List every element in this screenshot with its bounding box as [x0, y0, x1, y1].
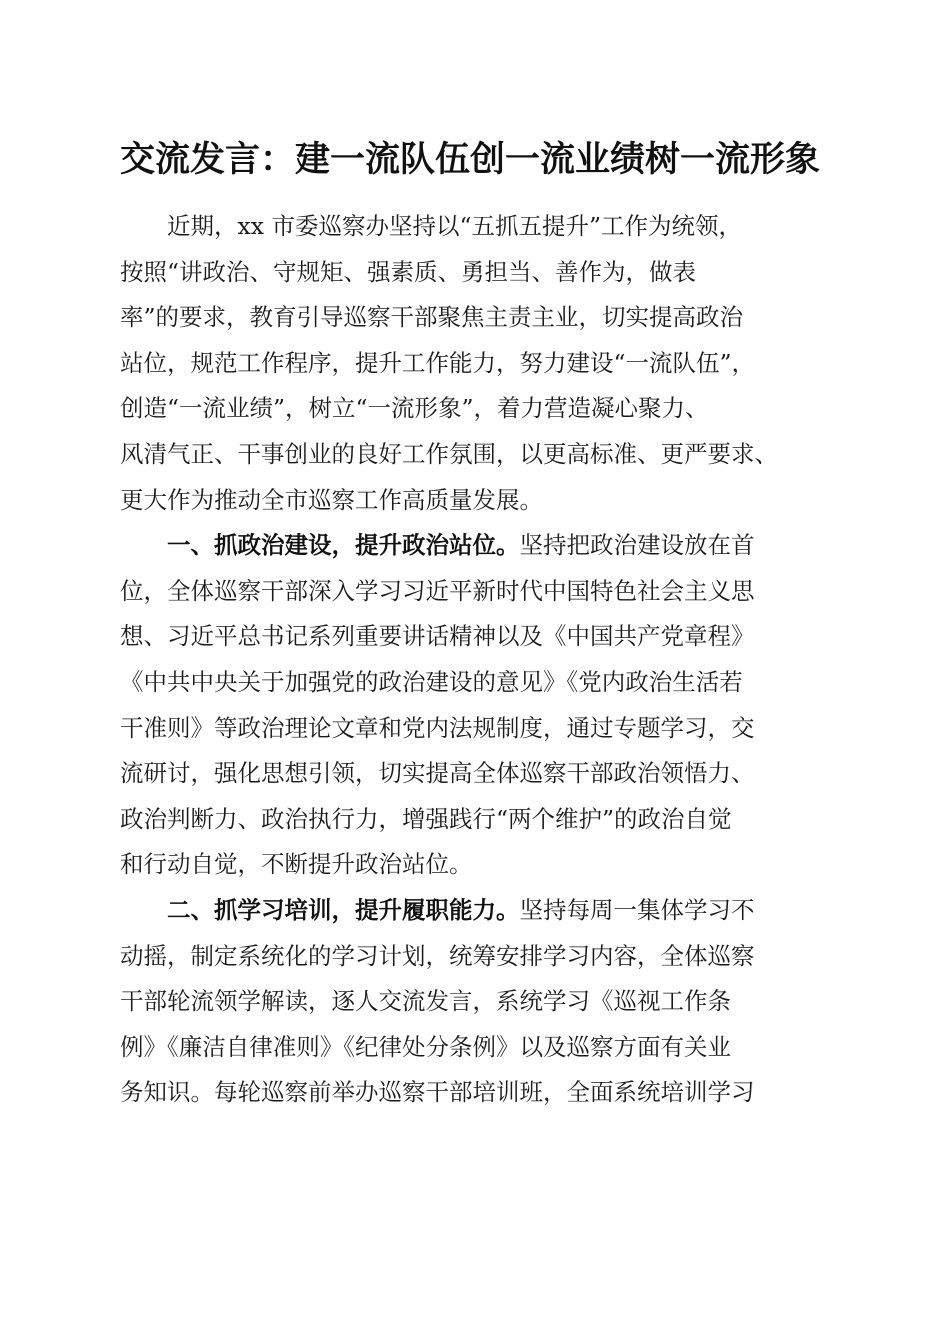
text-line: 更大作为推动全市巡察工作高质量发展。 — [120, 485, 543, 514]
paragraph-political-building — [120, 523, 835, 888]
text-line: 按照“讲政治、守规矩、强素质、勇担当、善作为，做表 — [120, 257, 697, 286]
text-line: 例》《廉洁自律准则》《纪律处分条例》以及巡察方面有关业 — [120, 1032, 731, 1061]
text-line: 站位，规范工作程序，提升工作能力，努力建设“一流队伍”， — [120, 348, 756, 377]
text-line: 率”的要求，教育引导巡察干部聚焦主责主业，切实提高政治 — [120, 303, 744, 332]
paragraph-intro — [120, 204, 835, 523]
document-body — [120, 204, 835, 1116]
text-line: 和行动自觉，不断提升政治站位。 — [120, 850, 473, 879]
paragraph-study-training — [120, 888, 835, 1116]
text-line: 位，全体巡察干部深入学习习近平新时代中国特色社会主义思 — [120, 576, 755, 605]
section-heading: 二、抓学习培训，提升履职能力。 — [167, 895, 520, 924]
text-line: 近期，xx 市委巡察办坚持以“五抓五提升”工作为统领， — [167, 212, 743, 240]
text-line: 干准则》等政治理论文章和党内法规制度，通过专题学习，交 — [120, 713, 755, 742]
text-line: 干部轮流领学解读，逐人交流发言，系统学习《巡视工作条 — [120, 987, 731, 1016]
text-fragment: 坚持每周一集体学习不 — [519, 895, 755, 924]
section-heading: 一、抓政治建设，提升政治站位。 — [167, 531, 520, 560]
document-title: 交流发言：建一流队伍创一流业绩树一流形象 — [120, 139, 821, 180]
text-line — [120, 888, 835, 934]
text-line: 流研讨，强化思想引领，切实提高全体巡察干部政治领悟力、 — [120, 759, 755, 788]
text-line: 创造“一流业绩”，树立“一流形象”，着力营造凝心聚力、 — [120, 394, 709, 423]
text-line: 动摇，制定系统化的学习计划，统筹安排学习内容，全体巡察 — [120, 941, 755, 970]
text-fragment: 坚持把政治建设放在首 — [519, 531, 755, 560]
text-line: 政治判断力、政治执行力，增强践行“两个维护”的政治自觉 — [120, 804, 732, 833]
text-line: 《中共中央关于加强党的政治建设的意见》《党内政治生活若 — [120, 667, 743, 696]
text-line: 想、习近平总书记系列重要讲话精神以及《中国共产党章程》 — [120, 622, 755, 651]
text-line — [120, 523, 835, 569]
text-line: 风清气正、干事创业的良好工作氛围，以更高标准、更严要求、 — [120, 439, 778, 468]
text-line: 务知识。每轮巡察前举办巡察干部培训班，全面系统培训学习 — [120, 1078, 755, 1107]
